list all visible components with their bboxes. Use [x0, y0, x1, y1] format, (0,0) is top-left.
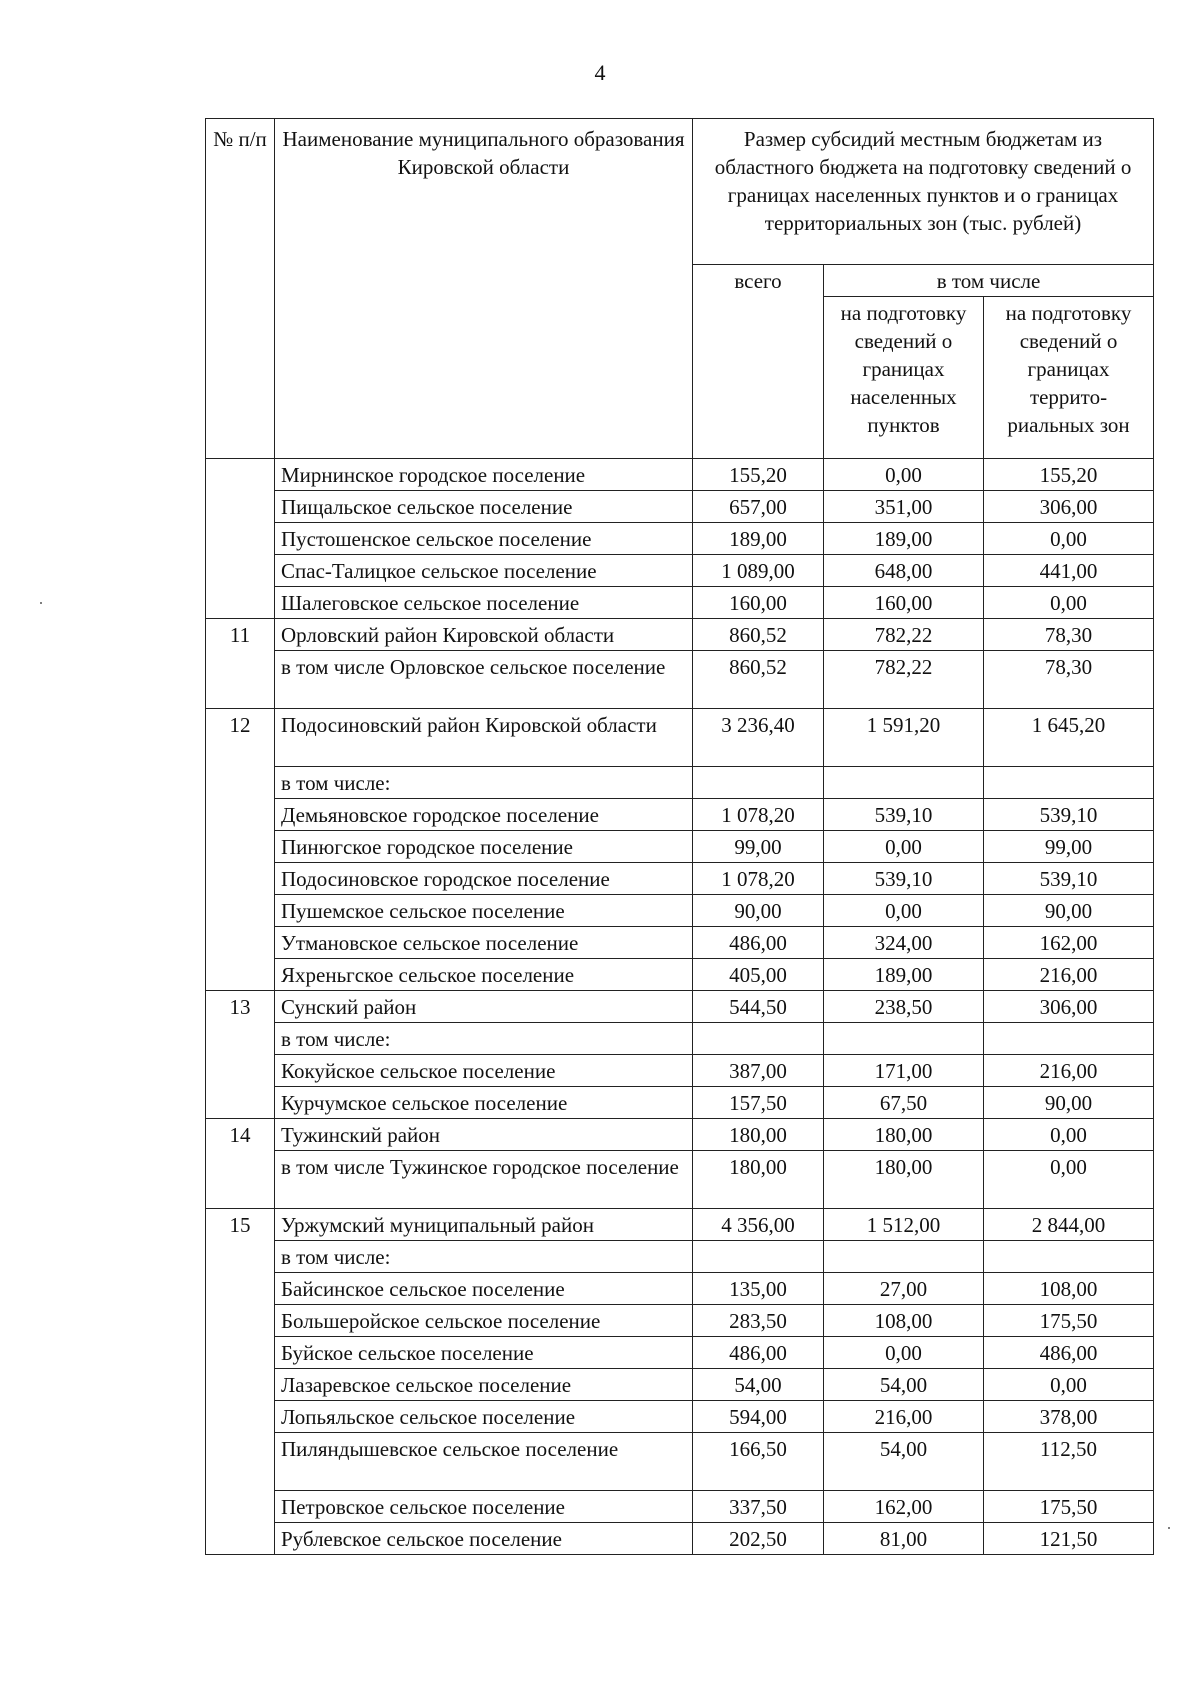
table-row — [206, 709, 1154, 767]
row-zones-cell: 486,00 — [984, 1337, 1154, 1369]
row-number-cell — [206, 1241, 275, 1273]
row-zones-cell — [984, 1023, 1154, 1055]
row-total-cell: 99,00 — [693, 831, 824, 863]
row-zones-cell: 216,00 — [984, 1055, 1154, 1087]
row-total-cell: 180,00 — [693, 1151, 824, 1209]
row-total-cell: 486,00 — [693, 927, 824, 959]
row-settlements-cell: 324,00 — [824, 927, 984, 959]
row-total-cell: 189,00 — [693, 523, 824, 555]
table-row — [206, 1433, 1154, 1491]
table-row — [206, 1241, 1154, 1273]
row-name-cell: Утмановское сельское поселение — [275, 927, 693, 959]
row-zones-cell: 2 844,00 — [984, 1209, 1154, 1241]
row-total-cell — [693, 1241, 824, 1273]
row-name-cell: Пушемское сельское поселение — [275, 895, 693, 927]
table-row — [206, 991, 1154, 1023]
row-number-cell — [206, 1087, 275, 1119]
row-name-cell: в том числе: — [275, 767, 693, 799]
row-name-cell: Пустошенское сельское поселение — [275, 523, 693, 555]
row-settlements-cell: 782,22 — [824, 619, 984, 651]
row-settlements-cell: 782,22 — [824, 651, 984, 709]
row-total-cell: 160,00 — [693, 587, 824, 619]
row-number-cell — [206, 1023, 275, 1055]
row-zones-cell: 539,10 — [984, 799, 1154, 831]
row-name-cell: Демьяновское городское поселение — [275, 799, 693, 831]
row-total-cell: 4 356,00 — [693, 1209, 824, 1241]
row-settlements-cell: 0,00 — [824, 459, 984, 491]
row-zones-cell: 175,50 — [984, 1491, 1154, 1523]
row-name-cell: Курчумское сельское поселение — [275, 1087, 693, 1119]
table-row — [206, 1369, 1154, 1401]
table-row — [206, 1305, 1154, 1337]
row-settlements-cell: 180,00 — [824, 1119, 984, 1151]
row-total-cell: 1 078,20 — [693, 863, 824, 895]
row-zones-cell: 378,00 — [984, 1401, 1154, 1433]
table-row — [206, 1523, 1154, 1555]
row-number-cell — [206, 459, 275, 491]
row-settlements-cell: 539,10 — [824, 799, 984, 831]
row-total-cell: 387,00 — [693, 1055, 824, 1087]
row-zones-cell: 162,00 — [984, 927, 1154, 959]
row-total-cell: 860,52 — [693, 651, 824, 709]
row-name-cell: Мирнинское городское поселение — [275, 459, 693, 491]
row-settlements-cell: 81,00 — [824, 1523, 984, 1555]
row-zones-cell: 78,30 — [984, 651, 1154, 709]
header-total: всего — [693, 265, 824, 459]
row-settlements-cell — [824, 1241, 984, 1273]
table-row — [206, 1151, 1154, 1209]
row-name-cell: Подосиновское городское поселение — [275, 863, 693, 895]
row-name-cell: Яхреньгское сельское поселение — [275, 959, 693, 991]
table-row — [206, 1209, 1154, 1241]
row-settlements-cell: 1 512,00 — [824, 1209, 984, 1241]
row-total-cell: 544,50 — [693, 991, 824, 1023]
header-num: № п/п — [206, 119, 275, 459]
row-total-cell: 155,20 — [693, 459, 824, 491]
row-zones-cell: 90,00 — [984, 895, 1154, 927]
row-name-cell: Пиляндышевское сельское поселение — [275, 1433, 693, 1491]
row-settlements-cell: 351,00 — [824, 491, 984, 523]
row-settlements-cell: 539,10 — [824, 863, 984, 895]
row-name-cell: Буйское сельское поселение — [275, 1337, 693, 1369]
table-row — [206, 555, 1154, 587]
row-settlements-cell: 0,00 — [824, 831, 984, 863]
row-zones-cell: 108,00 — [984, 1273, 1154, 1305]
row-name-cell: Орловский район Кировской области — [275, 619, 693, 651]
row-settlements-cell: 0,00 — [824, 895, 984, 927]
row-settlements-cell: 1 591,20 — [824, 709, 984, 767]
header-including: в том числе — [824, 265, 1154, 297]
table-row — [206, 459, 1154, 491]
row-name-cell: Большеройское сельское поселение — [275, 1305, 693, 1337]
table-row — [206, 1401, 1154, 1433]
row-total-cell: 90,00 — [693, 895, 824, 927]
row-number-cell: 15 — [206, 1209, 275, 1241]
row-name-cell: Петровское сельское поселение — [275, 1491, 693, 1523]
row-total-cell: 3 236,40 — [693, 709, 824, 767]
row-number-cell: 14 — [206, 1119, 275, 1151]
row-total-cell: 202,50 — [693, 1523, 824, 1555]
table-row — [206, 523, 1154, 555]
row-name-cell: Лопьяльское сельское поселение — [275, 1401, 693, 1433]
row-zones-cell: 112,50 — [984, 1433, 1154, 1491]
row-name-cell: Байсинское сельское поселение — [275, 1273, 693, 1305]
row-settlements-cell: 160,00 — [824, 587, 984, 619]
table-row — [206, 1491, 1154, 1523]
table-row — [206, 651, 1154, 709]
row-number-cell — [206, 895, 275, 927]
row-zones-cell — [984, 1241, 1154, 1273]
header-zones: на подготовку сведений о границах террито-риальных зон — [984, 297, 1154, 459]
row-name-cell: Уржумский муниципальный район — [275, 1209, 693, 1241]
row-total-cell: 486,00 — [693, 1337, 824, 1369]
row-total-cell — [693, 1023, 824, 1055]
row-zones-cell: 0,00 — [984, 1151, 1154, 1209]
row-settlements-cell: 54,00 — [824, 1369, 984, 1401]
row-zones-cell: 99,00 — [984, 831, 1154, 863]
row-number-cell: 12 — [206, 709, 275, 767]
row-number-cell — [206, 587, 275, 619]
row-number-cell — [206, 1151, 275, 1209]
row-name-cell: Спас-Талицкое сельское поселение — [275, 555, 693, 587]
row-zones-cell: 0,00 — [984, 1369, 1154, 1401]
row-number-cell — [206, 831, 275, 863]
row-total-cell: 135,00 — [693, 1273, 824, 1305]
row-zones-cell: 78,30 — [984, 619, 1154, 651]
table-row — [206, 895, 1154, 927]
row-name-cell: в том числе: — [275, 1241, 693, 1273]
row-total-cell: 657,00 — [693, 491, 824, 523]
row-settlements-cell: 189,00 — [824, 959, 984, 991]
table-header — [206, 119, 1154, 459]
row-name-cell: Сунский район — [275, 991, 693, 1023]
table-body — [206, 459, 1154, 1555]
row-number-cell — [206, 1491, 275, 1523]
row-zones-cell: 441,00 — [984, 555, 1154, 587]
row-total-cell: 54,00 — [693, 1369, 824, 1401]
table-row — [206, 619, 1154, 651]
row-zones-cell: 0,00 — [984, 523, 1154, 555]
row-number-cell — [206, 767, 275, 799]
row-total-cell: 1 078,20 — [693, 799, 824, 831]
scan-speck — [1168, 1527, 1170, 1529]
row-zones-cell: 175,50 — [984, 1305, 1154, 1337]
row-settlements-cell: 108,00 — [824, 1305, 984, 1337]
table-row — [206, 587, 1154, 619]
row-number-cell — [206, 555, 275, 587]
row-name-cell: Пищальское сельское поселение — [275, 491, 693, 523]
table-row — [206, 799, 1154, 831]
row-settlements-cell — [824, 767, 984, 799]
row-zones-cell: 306,00 — [984, 991, 1154, 1023]
table-row — [206, 1273, 1154, 1305]
row-total-cell: 157,50 — [693, 1087, 824, 1119]
row-total-cell: 180,00 — [693, 1119, 824, 1151]
row-number-cell — [206, 1337, 275, 1369]
row-number-cell: 13 — [206, 991, 275, 1023]
row-settlements-cell: 238,50 — [824, 991, 984, 1023]
row-number-cell — [206, 1055, 275, 1087]
row-number-cell — [206, 863, 275, 895]
row-name-cell: в том числе Орловское сельское поселение — [275, 651, 693, 709]
row-total-cell: 405,00 — [693, 959, 824, 991]
row-number-cell — [206, 959, 275, 991]
row-zones-cell: 121,50 — [984, 1523, 1154, 1555]
row-number-cell — [206, 1305, 275, 1337]
row-total-cell: 860,52 — [693, 619, 824, 651]
row-settlements-cell: 180,00 — [824, 1151, 984, 1209]
row-settlements-cell: 67,50 — [824, 1087, 984, 1119]
subsidy-table — [205, 118, 1154, 1555]
row-zones-cell: 155,20 — [984, 459, 1154, 491]
header-settlements: на подготовку сведений о границах населенных пунктов — [824, 297, 984, 459]
table-row — [206, 767, 1154, 799]
row-name-cell: Подосиновский район Кировской области — [275, 709, 693, 767]
row-number-cell — [206, 799, 275, 831]
row-settlements-cell: 162,00 — [824, 1491, 984, 1523]
table-row — [206, 863, 1154, 895]
scan-speck — [40, 602, 42, 604]
row-number-cell — [206, 1273, 275, 1305]
header-name: Наименование муниципального образования Кировской области — [275, 119, 693, 459]
header-subsidy: Размер субсидий местным бюджетам из областного бюджета на подготовку сведений о границах населенных пунктов и о границах территориальных зон (тыс. рублей) — [693, 119, 1154, 265]
row-total-cell — [693, 767, 824, 799]
row-total-cell: 337,50 — [693, 1491, 824, 1523]
row-name-cell: в том числе Тужинское городское поселение — [275, 1151, 693, 1209]
row-number-cell — [206, 523, 275, 555]
row-total-cell: 1 089,00 — [693, 555, 824, 587]
table-row — [206, 927, 1154, 959]
row-name-cell: Рублевское сельское поселение — [275, 1523, 693, 1555]
row-number-cell: 11 — [206, 619, 275, 651]
row-settlements-cell: 171,00 — [824, 1055, 984, 1087]
row-name-cell: Кокуйское сельское поселение — [275, 1055, 693, 1087]
row-number-cell — [206, 651, 275, 709]
row-zones-cell: 539,10 — [984, 863, 1154, 895]
row-total-cell: 594,00 — [693, 1401, 824, 1433]
table-row — [206, 1055, 1154, 1087]
row-name-cell: Тужинский район — [275, 1119, 693, 1151]
row-zones-cell: 0,00 — [984, 587, 1154, 619]
row-settlements-cell: 27,00 — [824, 1273, 984, 1305]
row-settlements-cell — [824, 1023, 984, 1055]
row-settlements-cell: 0,00 — [824, 1337, 984, 1369]
row-total-cell: 283,50 — [693, 1305, 824, 1337]
row-zones-cell: 1 645,20 — [984, 709, 1154, 767]
row-name-cell: Лазаревское сельское поселение — [275, 1369, 693, 1401]
row-number-cell — [206, 491, 275, 523]
row-number-cell — [206, 1369, 275, 1401]
row-settlements-cell: 189,00 — [824, 523, 984, 555]
row-zones-cell: 216,00 — [984, 959, 1154, 991]
row-total-cell: 166,50 — [693, 1433, 824, 1491]
table-row — [206, 831, 1154, 863]
table-row — [206, 491, 1154, 523]
table-row — [206, 1087, 1154, 1119]
row-name-cell: Пинюгское городское поселение — [275, 831, 693, 863]
row-name-cell: Шалеговское сельское поселение — [275, 587, 693, 619]
row-settlements-cell: 648,00 — [824, 555, 984, 587]
row-zones-cell: 0,00 — [984, 1119, 1154, 1151]
row-number-cell — [206, 927, 275, 959]
row-zones-cell: 90,00 — [984, 1087, 1154, 1119]
page-number: 4 — [594, 60, 606, 85]
table-row — [206, 959, 1154, 991]
row-number-cell — [206, 1401, 275, 1433]
row-number-cell — [206, 1523, 275, 1555]
row-name-cell: в том числе: — [275, 1023, 693, 1055]
row-settlements-cell: 216,00 — [824, 1401, 984, 1433]
row-number-cell — [206, 1433, 275, 1491]
row-zones-cell — [984, 767, 1154, 799]
row-zones-cell: 306,00 — [984, 491, 1154, 523]
table-row — [206, 1023, 1154, 1055]
table-row — [206, 1337, 1154, 1369]
row-settlements-cell: 54,00 — [824, 1433, 984, 1491]
table-row — [206, 1119, 1154, 1151]
